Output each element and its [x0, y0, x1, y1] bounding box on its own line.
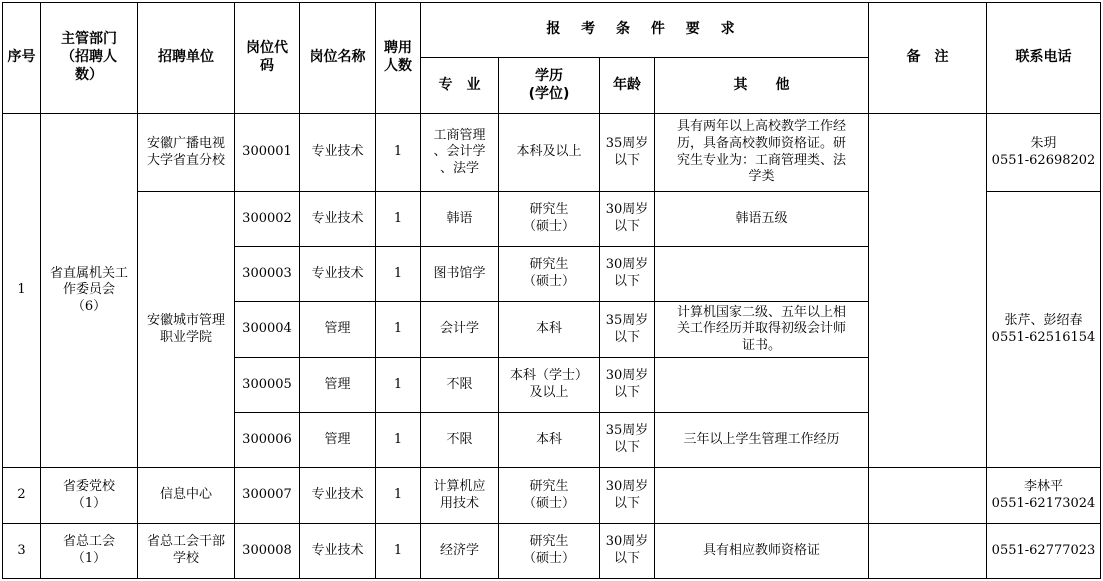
cell-education: 研究生 （硕士）	[499, 524, 600, 579]
cell-code: 300008	[235, 524, 300, 579]
cell-education: 研究生 （硕士）	[499, 247, 600, 302]
cell-post-name: 专业技术	[300, 114, 376, 192]
cell-count: 1	[376, 302, 421, 358]
cell-post-name: 专业技术	[300, 247, 376, 302]
header-major: 专 业	[421, 58, 499, 114]
header-unit: 招聘单位	[138, 3, 235, 114]
cell-count: 1	[376, 192, 421, 247]
header-conditions: 报 考 条 件 要 求	[421, 3, 869, 58]
cell-phone: 0551-62777023	[987, 524, 1101, 579]
cell-code: 300002	[235, 192, 300, 247]
cell-count: 1	[376, 247, 421, 302]
header-other: 其 他	[655, 58, 869, 114]
cell-other	[655, 468, 869, 524]
cell-remark	[869, 114, 987, 468]
cell-major: 会计学	[421, 302, 499, 358]
cell-other: 韩语五级	[655, 192, 869, 247]
cell-phone: 张芹、彭绍春 0551-62516154	[987, 192, 1101, 468]
cell-age: 35周岁 以下	[600, 413, 655, 468]
cell-education: 研究生 （硕士）	[499, 468, 600, 524]
header-phone: 联系电话	[987, 3, 1101, 114]
cell-other	[655, 358, 869, 413]
table-row	[3, 468, 1101, 524]
header-dept: 主管部门 （招聘人 数）	[41, 3, 138, 114]
cell-count: 1	[376, 358, 421, 413]
cell-count: 1	[376, 524, 421, 579]
cell-count: 1	[376, 413, 421, 468]
header-remark: 备 注	[869, 3, 987, 114]
cell-phone: 朱玥 0551-62698202	[987, 114, 1101, 192]
cell-age: 35周岁 以下	[600, 302, 655, 358]
cell-code: 300004	[235, 302, 300, 358]
cell-education: 本科及以上	[499, 114, 600, 192]
cell-post-name: 专业技术	[300, 192, 376, 247]
cell-age: 30周岁 以下	[600, 468, 655, 524]
cell-age: 35周岁 以下	[600, 114, 655, 192]
cell-remark	[869, 524, 987, 579]
header-post-code: 岗位代 码	[235, 3, 300, 114]
cell-unit: 安徽城市管理 职业学院	[138, 192, 235, 468]
cell-unit: 信息中心	[138, 468, 235, 524]
cell-phone: 李林平 0551-62173024	[987, 468, 1101, 524]
header-count: 聘用 人数	[376, 3, 421, 114]
cell-remark	[869, 468, 987, 524]
cell-dept: 省总工会 （1）	[41, 524, 138, 579]
cell-seq: 3	[3, 524, 41, 579]
cell-age: 30周岁 以下	[600, 358, 655, 413]
header-education: 学历 (学位)	[499, 58, 600, 114]
cell-other: 具有相应教师资格证	[655, 524, 869, 579]
cell-major: 计算机应 用技术	[421, 468, 499, 524]
cell-other: 具有两年以上高校教学工作经 历，具备高校教师资格证。研 究生专业为：工商管理类、法 学类	[655, 114, 869, 192]
cell-age: 30周岁 以下	[600, 192, 655, 247]
header-age: 年龄	[600, 58, 655, 114]
cell-post-name: 专业技术	[300, 468, 376, 524]
cell-seq: 1	[3, 114, 41, 468]
cell-dept: 省委党校 （1）	[41, 468, 138, 524]
cell-other	[655, 247, 869, 302]
cell-major: 不限	[421, 413, 499, 468]
cell-major: 经济学	[421, 524, 499, 579]
cell-code: 300003	[235, 247, 300, 302]
cell-post-name: 管理	[300, 413, 376, 468]
cell-code: 300005	[235, 358, 300, 413]
cell-code: 300001	[235, 114, 300, 192]
cell-education: 本科	[499, 302, 600, 358]
cell-count: 1	[376, 468, 421, 524]
cell-seq: 2	[3, 468, 41, 524]
table-row	[3, 114, 1101, 192]
cell-unit: 安徽广播电视 大学省直分校	[138, 114, 235, 192]
cell-education: 研究生 （硕士）	[499, 192, 600, 247]
cell-education: 本科	[499, 413, 600, 468]
cell-post-name: 管理	[300, 358, 376, 413]
cell-code: 300006	[235, 413, 300, 468]
cell-major: 韩语	[421, 192, 499, 247]
recruitment-table	[2, 2, 1101, 579]
cell-major: 图书馆学	[421, 247, 499, 302]
cell-count: 1	[376, 114, 421, 192]
header-seq: 序号	[3, 3, 41, 114]
cell-major: 工商管理 、会计学 、法学	[421, 114, 499, 192]
cell-other: 三年以上学生管理工作经历	[655, 413, 869, 468]
table-row	[3, 524, 1101, 579]
cell-other: 计算机国家二级、五年以上相 关工作经历并取得初级会计师 证书。	[655, 302, 869, 358]
cell-major: 不限	[421, 358, 499, 413]
cell-code: 300007	[235, 468, 300, 524]
cell-post-name: 管理	[300, 302, 376, 358]
cell-age: 30周岁 以下	[600, 524, 655, 579]
header-post-name: 岗位名称	[300, 3, 376, 114]
cell-dept: 省直属机关工 作委员会 （6）	[41, 114, 138, 468]
cell-education: 本科（学士） 及以上	[499, 358, 600, 413]
cell-post-name: 专业技术	[300, 524, 376, 579]
cell-unit: 省总工会干部 学校	[138, 524, 235, 579]
cell-age: 30周岁 以下	[600, 247, 655, 302]
